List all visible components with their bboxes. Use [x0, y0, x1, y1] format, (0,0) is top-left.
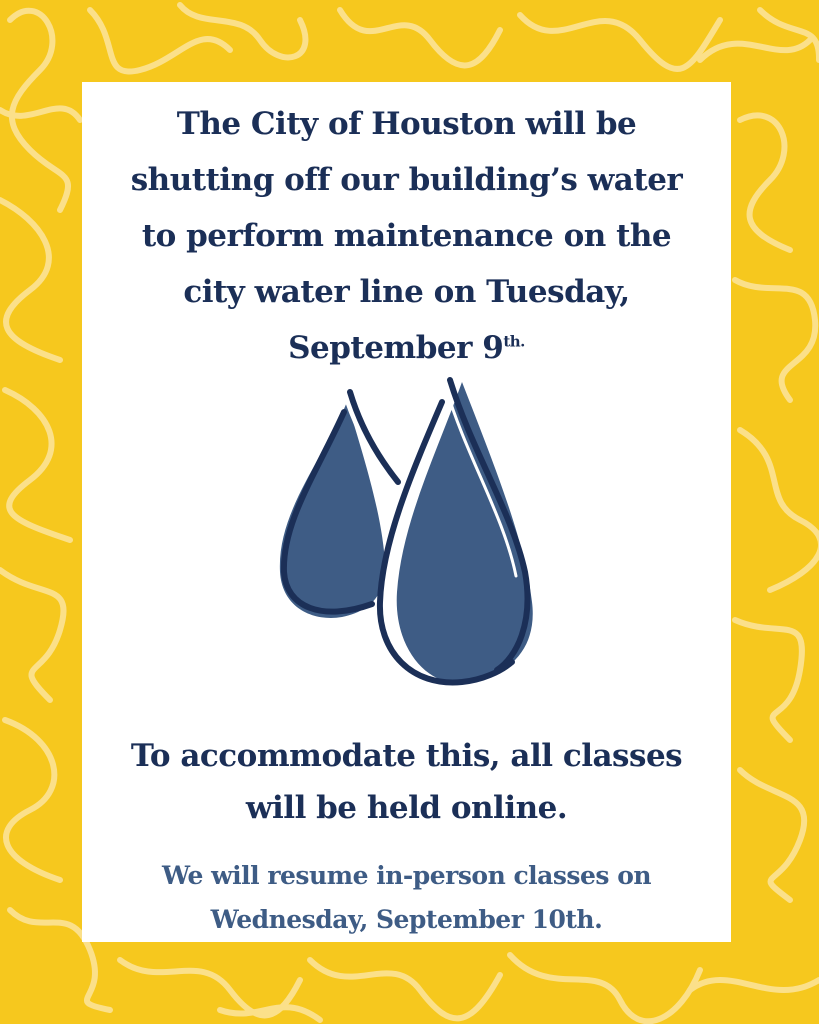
- notice-card: [82, 82, 731, 942]
- online-message-line: To accommodate this, all classes: [130, 738, 683, 774]
- headline-date-line: [82, 320, 731, 376]
- headline-line: to perform maintenance on the: [141, 218, 672, 254]
- resume-classes-message: [82, 854, 731, 942]
- resume-message-line: We will resume in-person classes on: [161, 861, 652, 890]
- shutoff-date: September 9: [288, 330, 504, 366]
- online-classes-message: [82, 730, 731, 834]
- shutoff-headline: [82, 96, 731, 376]
- headline-line: city water line on Tuesday,: [183, 274, 630, 310]
- headline-line: The City of Houston will be: [176, 106, 637, 142]
- water-drops-icon: [262, 372, 552, 702]
- headline-line: shutting off our building’s water: [130, 162, 683, 198]
- shutoff-date-suffix: th.: [503, 332, 525, 351]
- resume-message-line: Wednesday, September 10th.: [210, 905, 603, 934]
- online-message-line: will be held online.: [245, 790, 568, 826]
